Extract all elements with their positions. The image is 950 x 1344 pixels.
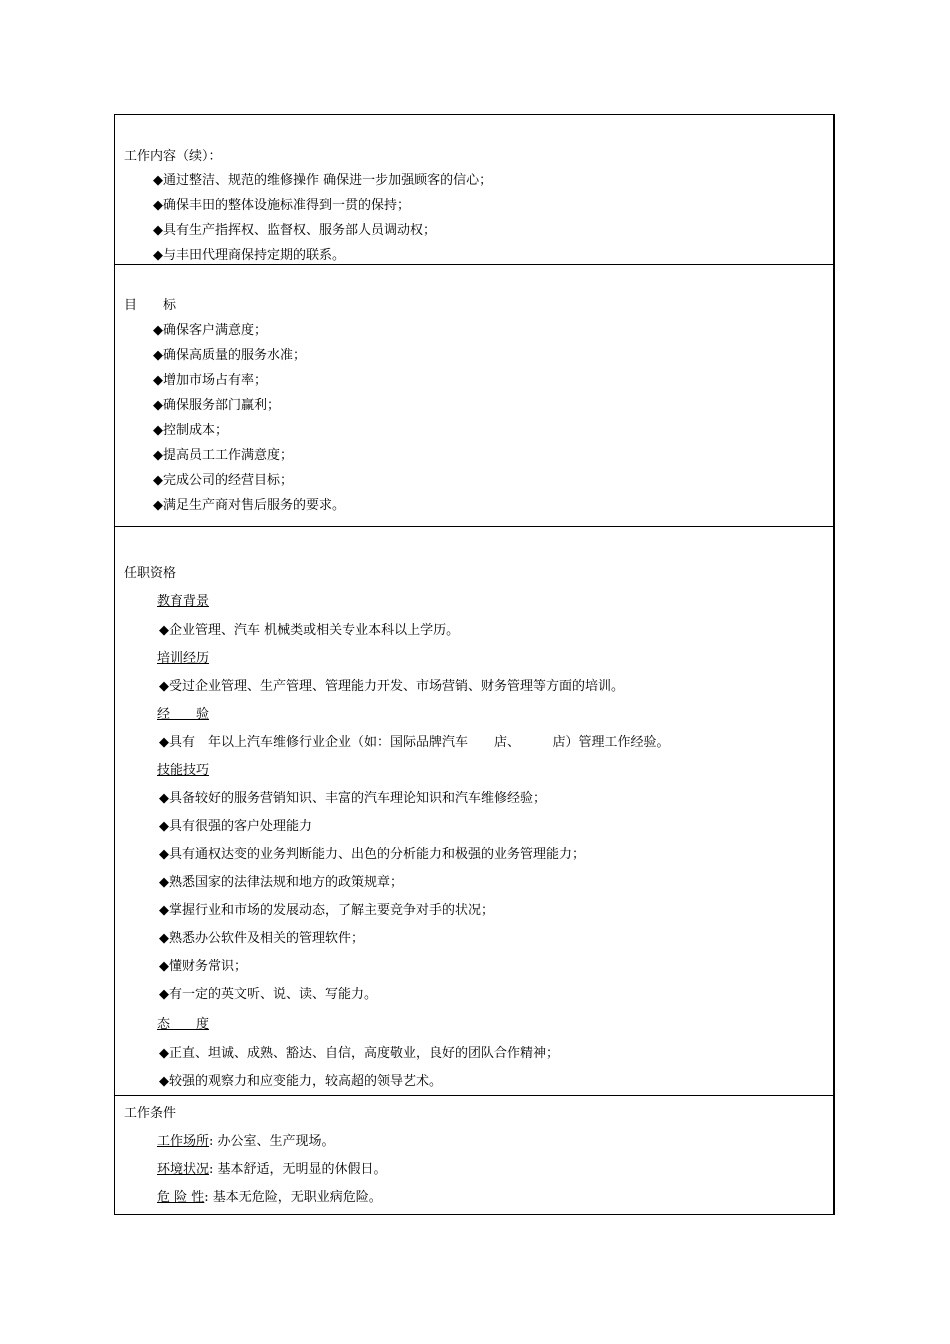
qualifications-heading: 任职资格	[124, 566, 177, 581]
goal-item: ◆提高员工工作满意度；	[153, 448, 293, 463]
hazard-value: : 基本无危险，无职业病危险。	[204, 1190, 382, 1205]
environment-row	[157, 1162, 387, 1178]
work-content-item: ◆通过整洁、规范的维修操作 确保进一步加强顾客的信心；	[153, 173, 493, 188]
workplace-value: : 办公室、生产现场。	[209, 1134, 335, 1149]
work-content-heading: 工作内容（续）：	[124, 149, 222, 164]
goal-item: ◆完成公司的经营目标；	[153, 473, 293, 488]
attitude-item: ◆较强的观察力和应变能力，较高超的领导艺术。	[159, 1074, 442, 1089]
goal-item: ◆控制成本；	[153, 423, 228, 438]
conditions-section	[115, 1096, 833, 1214]
work-content-item: ◆与丰田代理商保持定期的联系。	[153, 248, 345, 263]
skill-item: ◆具备较好的服务营销知识、丰富的汽车理论知识和汽车维修经验；	[159, 791, 546, 806]
attitude-item: ◆正直、坦诚、成熟、豁达、自信，高度敬业，良好的团队合作精神；	[159, 1046, 559, 1061]
skill-item: ◆懂财务常识；	[159, 959, 247, 974]
conditions-heading: 工作条件	[124, 1106, 177, 1121]
goals-section	[115, 265, 833, 527]
experience-label: 经 验	[157, 707, 210, 722]
skill-item: ◆具有很强的客户处理能力	[159, 819, 312, 834]
job-description-table	[114, 114, 835, 1215]
workplace-row	[157, 1134, 335, 1150]
goal-item: ◆确保高质量的服务水准；	[153, 348, 306, 363]
skill-item: ◆熟悉办公软件及相关的管理软件；	[159, 931, 364, 946]
goal-item: ◆增加市场占有率；	[153, 373, 267, 388]
attitude-label: 态 度	[157, 1017, 210, 1032]
training-label: 培训经历	[157, 651, 210, 666]
education-label: 教育背景	[157, 594, 210, 609]
environment-value: : 基本舒适，无明显的休假日。	[209, 1162, 387, 1177]
skills-label: 技能技巧	[157, 763, 210, 778]
experience-item: ◆具有 年以上汽车维修行业企业（如：国际品牌汽车 店、 店）管理工作经验。	[159, 735, 670, 750]
qualifications-section	[115, 527, 833, 1096]
skill-item: ◆具有通权达变的业务判断能力、出色的分析能力和极强的业务管理能力；	[159, 847, 585, 862]
hazard-label: 危 险 性	[157, 1190, 205, 1205]
workplace-label: 工作场所	[157, 1134, 210, 1149]
goals-heading: 目 标	[124, 298, 177, 313]
training-item: ◆受过企业管理、生产管理、管理能力开发、市场营销、财务管理等方面的培训。	[159, 679, 624, 694]
education-item: ◆企业管理、汽车 机械类或相关专业本科以上学历。	[159, 623, 460, 638]
work-content-item: ◆具有生产指挥权、监督权、服务部人员调动权；	[153, 223, 436, 238]
skill-item: ◆掌握行业和市场的发展动态，了解主要竞争对手的状况；	[159, 903, 494, 918]
hazard-row	[157, 1190, 382, 1206]
goal-item: ◆确保客户满意度；	[153, 323, 267, 338]
goal-item: ◆满足生产商对售后服务的要求。	[153, 498, 345, 513]
environment-label: 环境状况	[157, 1162, 210, 1177]
skill-item: ◆有一定的英文听、说、读、写能力。	[159, 987, 377, 1002]
skill-item: ◆熟悉国家的法律法规和地方的政策规章；	[159, 875, 403, 890]
work-content-item: ◆确保丰田的整体设施标准得到一贯的保持；	[153, 198, 410, 213]
goal-item: ◆确保服务部门赢利；	[153, 398, 280, 413]
work-content-section	[115, 115, 833, 265]
